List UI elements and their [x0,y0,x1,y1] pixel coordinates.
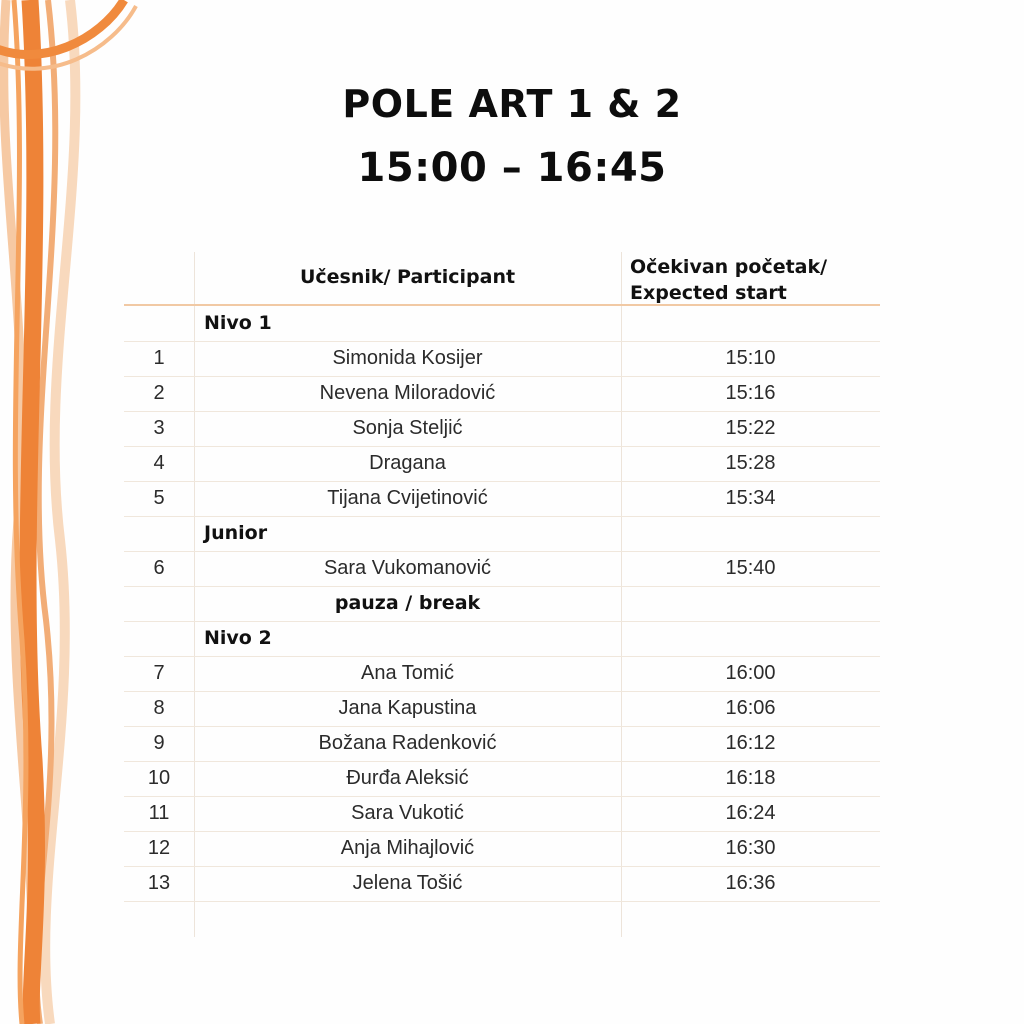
expected-start-time: 16:36 [725,872,776,894]
expected-start-time: 16:30 [725,837,776,859]
table-row [124,481,880,516]
participant-name: Tijana Cvijetinović [327,487,488,509]
table-row [124,691,880,726]
participant-name: Nevena Miloradović [319,382,496,404]
section-label: Nivo 1 [204,312,272,334]
row-number: 7 [153,662,165,684]
participant-name: Ana Tomić [360,662,454,684]
break-label: pauza / break [334,592,481,614]
row-number: 1 [153,347,165,369]
participant-name: Simonida Kosijer [332,347,483,369]
participant-name: Sonja Steljić [352,417,463,439]
expected-start-header-line1: Očekivan početak/ [630,256,828,278]
participant-name: Sara Vukomanović [323,557,492,579]
expected-start-time: 15:34 [725,487,776,509]
row-number: 10 [147,767,171,789]
row-number: 13 [147,872,171,894]
row-number: 12 [147,837,171,859]
row-number: 3 [153,417,165,439]
time-range: 15:00 – 16:45 [357,145,667,191]
participant-name: Đurđa Aleksić [346,767,469,789]
table-row [124,341,880,376]
expected-start-time: 16:18 [725,767,776,789]
expected-start-time: 15:22 [725,417,776,439]
table-row [124,726,880,761]
row-number: 11 [148,802,170,824]
table-row [124,656,880,691]
participant-name: Sara Vukotić [351,802,464,824]
break-row [124,586,880,621]
participant-column-header: Učesnik/ Participant [299,266,516,288]
expected-start-time: 15:40 [725,557,776,579]
expected-start-time: 16:12 [725,732,776,754]
participant-name: Jana Kapustina [338,697,477,719]
table-row [124,551,880,586]
expected-start-time: 15:10 [725,347,776,369]
row-divider [124,901,880,902]
schedule-table [124,252,880,937]
row-number: 2 [153,382,165,404]
expected-start-time: 16:00 [725,662,776,684]
expected-start-time: 15:16 [725,382,776,404]
table-row [124,446,880,481]
table-row [124,411,880,446]
section-row [124,306,880,341]
row-number: 6 [153,557,165,579]
table-row [124,761,880,796]
participant-name: Anja Mihajlović [340,837,475,859]
section-row [124,621,880,656]
table-row [124,796,880,831]
expected-start-time: 15:28 [725,452,776,474]
row-number: 4 [153,452,165,474]
participant-name: Božana Radenković [318,732,497,754]
row-number: 5 [153,487,165,509]
participant-name: Dragana [369,452,446,474]
expected-start-header-line2: Expected start [630,282,787,304]
row-number: 8 [153,697,165,719]
section-row [124,516,880,551]
table-row [124,376,880,411]
participant-name: Jelena Tošić [352,872,463,894]
section-label: Junior [204,522,268,544]
section-label: Nivo 2 [204,627,272,649]
expected-start-time: 16:06 [725,697,776,719]
expected-start-column-header [630,254,827,306]
expected-start-time: 16:24 [725,802,776,824]
table-row [124,831,880,866]
row-number: 9 [153,732,165,754]
page-title: POLE ART 1 & 2 [342,82,682,126]
table-row [124,866,880,901]
